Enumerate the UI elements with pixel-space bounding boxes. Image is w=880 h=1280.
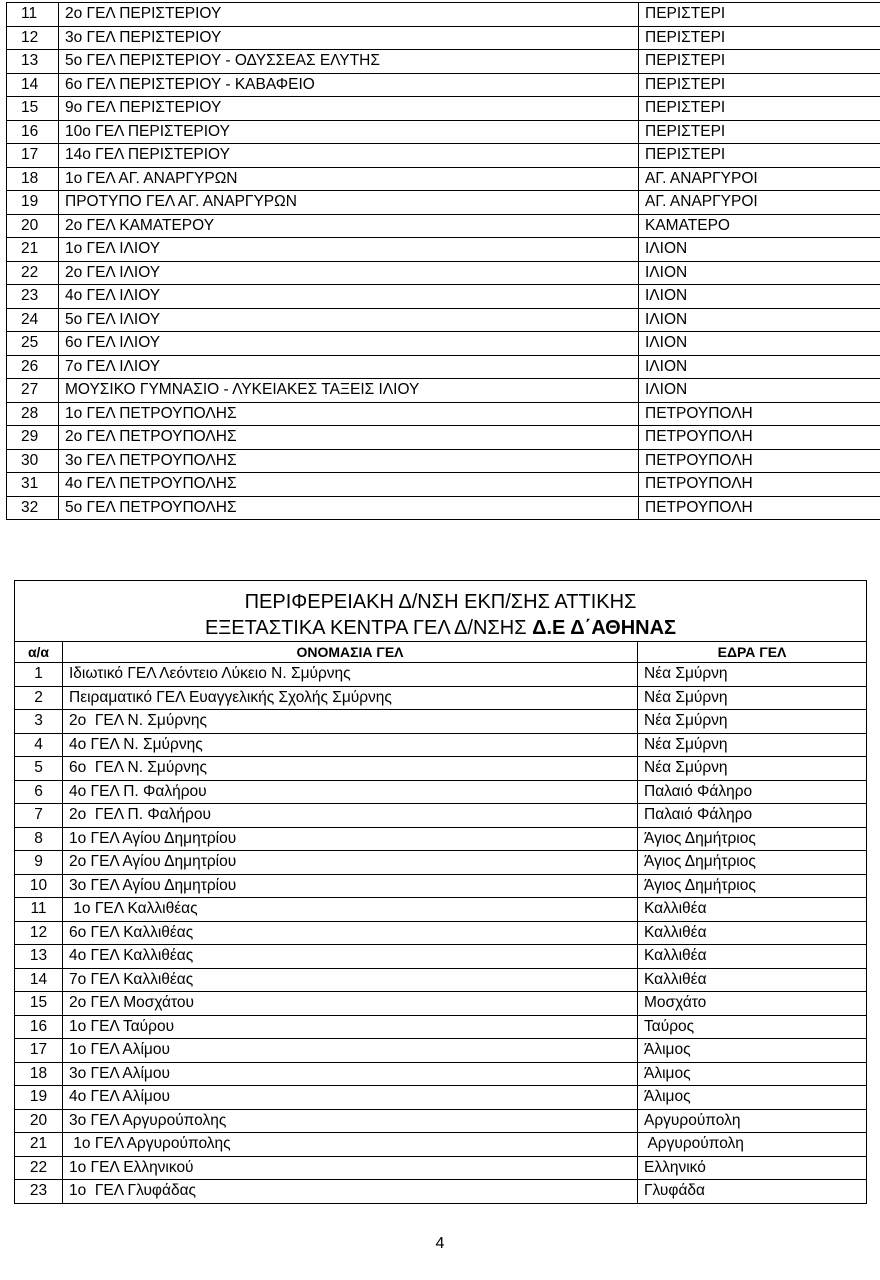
cell-name: 1ο ΓΕΛ Ταύρου xyxy=(63,1015,638,1039)
page-number: 4 xyxy=(435,1235,445,1252)
table-row xyxy=(7,214,880,238)
cell-num: 25 xyxy=(7,332,59,356)
table-row xyxy=(15,1039,867,1063)
table-row xyxy=(7,191,880,215)
cell-name: 10ο ΓΕΛ ΠΕΡΙΣΤΕΡΙΟΥ xyxy=(59,120,639,144)
table-row xyxy=(7,26,880,50)
cell-num: 11 xyxy=(15,898,63,922)
cell-location: ΠΕΤΡΟΥΠΟΛΗ xyxy=(639,426,880,450)
cell-num: 8 xyxy=(15,827,63,851)
title-line-2-prefix: ΕΞΕΤΑΣΤΙΚΑ ΚΕΝΤΡΑ ΓΕΛ Δ/ΝΣΗΣ xyxy=(204,617,533,639)
cell-name: 7ο ΓΕΛ Καλλιθέας xyxy=(63,968,638,992)
table-row xyxy=(15,1015,867,1039)
cell-name: Ιδιωτικό ΓΕΛ Λεόντειο Λύκειο Ν. Σμύρνης xyxy=(63,663,638,687)
cell-location: ΙΛΙΟΝ xyxy=(639,261,880,285)
cell-name: 1ο ΓΕΛ ΙΛΙΟΥ xyxy=(59,238,639,262)
cell-location: Νέα Σμύρνη xyxy=(638,686,867,710)
cell-num: 23 xyxy=(7,285,59,309)
top-schools-table xyxy=(6,2,880,520)
cell-name: 6ο ΓΕΛ ΠΕΡΙΣΤΕΡΙΟΥ - ΚΑΒΑΦΕΙΟ xyxy=(59,73,639,97)
table-row xyxy=(15,945,867,969)
cell-num: 13 xyxy=(15,945,63,969)
cell-location: Άγιος Δημήτριος xyxy=(638,827,867,851)
cell-name: ΠΡΟΤΥΠΟ ΓΕΛ ΑΓ. ΑΝΑΡΓΥΡΩΝ xyxy=(59,191,639,215)
header-name: ΟΝΟΜΑΣΙΑ ΓΕΛ xyxy=(63,642,638,663)
cell-num: 11 xyxy=(7,3,59,27)
cell-name: 2ο ΓΕΛ ΠΕΤΡΟΥΠΟΛΗΣ xyxy=(59,426,639,450)
cell-location: Άλιμος xyxy=(638,1086,867,1110)
cell-name: 2ο ΓΕΛ ΠΕΡΙΣΤΕΡΙΟΥ xyxy=(59,3,639,27)
cell-location: ΠΕΡΙΣΤΕΡΙ xyxy=(639,144,880,168)
table-row xyxy=(7,97,880,121)
cell-location: Μοσχάτο xyxy=(638,992,867,1016)
cell-num: 27 xyxy=(7,379,59,403)
table-row xyxy=(15,710,867,734)
cell-name: 2ο ΓΕΛ Π. Φαλήρου xyxy=(63,804,638,828)
cell-location: ΚΑΜΑΤΕΡΟ xyxy=(639,214,880,238)
cell-name: 14ο ΓΕΛ ΠΕΡΙΣΤΕΡΙΟΥ xyxy=(59,144,639,168)
cell-location: Άγιος Δημήτριος xyxy=(638,874,867,898)
cell-name: 4ο ΓΕΛ Καλλιθέας xyxy=(63,945,638,969)
cell-name: 1ο ΓΕΛ ΠΕΤΡΟΥΠΟΛΗΣ xyxy=(59,402,639,426)
header-num: α/α xyxy=(15,642,63,663)
cell-name: 1ο ΓΕΛ Αργυρούπολης xyxy=(63,1133,638,1157)
cell-location: Καλλιθέα xyxy=(638,921,867,945)
cell-num: 15 xyxy=(7,97,59,121)
header-row xyxy=(15,642,867,663)
cell-name: 1ο ΓΕΛ Γλυφάδας xyxy=(63,1180,638,1204)
table-row xyxy=(15,968,867,992)
cell-location: Καλλιθέα xyxy=(638,898,867,922)
cell-name: 5ο ΓΕΛ ΠΕΤΡΟΥΠΟΛΗΣ xyxy=(59,496,639,520)
cell-num: 6 xyxy=(15,780,63,804)
cell-name: 2ο ΓΕΛ ΚΑΜΑΤΕΡΟΥ xyxy=(59,214,639,238)
cell-name: 9ο ΓΕΛ ΠΕΡΙΣΤΕΡΙΟΥ xyxy=(59,97,639,121)
cell-location: Άλιμος xyxy=(638,1039,867,1063)
cell-name: 4ο ΓΕΛ ΠΕΤΡΟΥΠΟΛΗΣ xyxy=(59,473,639,497)
cell-num: 17 xyxy=(15,1039,63,1063)
cell-num: 16 xyxy=(15,1015,63,1039)
cell-num: 23 xyxy=(15,1180,63,1204)
cell-name: 1ο ΓΕΛ ΑΓ. ΑΝΑΡΓΥΡΩΝ xyxy=(59,167,639,191)
table-row xyxy=(15,780,867,804)
cell-num: 1 xyxy=(15,663,63,687)
cell-name: Πειραματικό ΓΕΛ Ευαγγελικής Σχολής Σμύρνης xyxy=(63,686,638,710)
table-row xyxy=(7,238,880,262)
cell-name: 2ο ΓΕΛ Μοσχάτου xyxy=(63,992,638,1016)
cell-location: ΙΛΙΟΝ xyxy=(639,379,880,403)
cell-num: 30 xyxy=(7,449,59,473)
cell-location: ΠΕΤΡΟΥΠΟΛΗ xyxy=(639,402,880,426)
cell-num: 18 xyxy=(7,167,59,191)
table-row xyxy=(15,757,867,781)
table-row xyxy=(7,308,880,332)
table-row xyxy=(15,1109,867,1133)
cell-location: Αργυρούπολη xyxy=(638,1109,867,1133)
cell-name: 4ο ΓΕΛ Ν. Σμύρνης xyxy=(63,733,638,757)
cell-location: Ελληνικό xyxy=(638,1156,867,1180)
cell-name: 4ο ΓΕΛ Π. Φαλήρου xyxy=(63,780,638,804)
cell-num: 32 xyxy=(7,496,59,520)
cell-location: ΠΕΤΡΟΥΠΟΛΗ xyxy=(639,449,880,473)
cell-location: Ταύρος xyxy=(638,1015,867,1039)
cell-location: ΠΕΡΙΣΤΕΡΙ xyxy=(639,3,880,27)
cell-name: 4ο ΓΕΛ ΙΛΙΟΥ xyxy=(59,285,639,309)
cell-location: Παλαιό Φάληρο xyxy=(638,804,867,828)
cell-location: Νέα Σμύρνη xyxy=(638,733,867,757)
top-table-body xyxy=(7,3,880,520)
table-row xyxy=(7,426,880,450)
cell-name: 1ο ΓΕΛ Αλίμου xyxy=(63,1039,638,1063)
cell-location: Παλαιό Φάληρο xyxy=(638,780,867,804)
cell-location: ΙΛΙΟΝ xyxy=(639,332,880,356)
table-row xyxy=(15,1133,867,1157)
cell-num: 31 xyxy=(7,473,59,497)
cell-location: ΑΓ. ΑΝΑΡΓΥΡΟΙ xyxy=(639,191,880,215)
cell-name: ΜΟΥΣΙΚΟ ΓΥΜΝΑΣΙΟ - ΛΥΚΕΙΑΚΕΣ ΤΑΞΕΙΣ ΙΛΙΟΥ xyxy=(59,379,639,403)
cell-location: Άλιμος xyxy=(638,1062,867,1086)
table-row xyxy=(7,402,880,426)
cell-location: ΙΛΙΟΝ xyxy=(639,285,880,309)
cell-location: Καλλιθέα xyxy=(638,945,867,969)
table-row xyxy=(7,449,880,473)
cell-location: Αργυρούπολη xyxy=(638,1133,867,1157)
cell-location: ΠΕΤΡΟΥΠΟΛΗ xyxy=(639,496,880,520)
table-row xyxy=(7,473,880,497)
table-row xyxy=(7,50,880,74)
cell-num: 10 xyxy=(15,874,63,898)
table-row xyxy=(7,120,880,144)
table-row xyxy=(7,3,880,27)
cell-num: 22 xyxy=(15,1156,63,1180)
cell-location: ΠΕΡΙΣΤΕΡΙ xyxy=(639,50,880,74)
table-row xyxy=(7,261,880,285)
table-row xyxy=(15,898,867,922)
cell-num: 7 xyxy=(15,804,63,828)
cell-name: 3ο ΓΕΛ ΠΕΤΡΟΥΠΟΛΗΣ xyxy=(59,449,639,473)
cell-location: Καλλιθέα xyxy=(638,968,867,992)
cell-location: ΙΛΙΟΝ xyxy=(639,308,880,332)
table-row xyxy=(15,874,867,898)
cell-location: Νέα Σμύρνη xyxy=(638,710,867,734)
table-row xyxy=(15,804,867,828)
cell-num: 21 xyxy=(7,238,59,262)
cell-location: ΙΛΙΟΝ xyxy=(639,355,880,379)
cell-num: 12 xyxy=(7,26,59,50)
cell-location: Νέα Σμύρνη xyxy=(638,663,867,687)
table-row xyxy=(7,167,880,191)
cell-name: 6ο ΓΕΛ ΙΛΙΟΥ xyxy=(59,332,639,356)
table-row xyxy=(15,1062,867,1086)
cell-location: ΠΕΡΙΣΤΕΡΙ xyxy=(639,97,880,121)
table-row xyxy=(7,355,880,379)
cell-name: 2ο ΓΕΛ Αγίου Δημητρίου xyxy=(63,851,638,875)
cell-location: Άγιος Δημήτριος xyxy=(638,851,867,875)
cell-name: 6ο ΓΕΛ Ν. Σμύρνης xyxy=(63,757,638,781)
table-row xyxy=(15,827,867,851)
cell-location: ΠΕΡΙΣΤΕΡΙ xyxy=(639,26,880,50)
cell-num: 21 xyxy=(15,1133,63,1157)
cell-name: 5ο ΓΕΛ ΠΕΡΙΣΤΕΡΙΟΥ - ΟΔΥΣΣΕΑΣ ΕΛΥΤΗΣ xyxy=(59,50,639,74)
cell-num: 19 xyxy=(15,1086,63,1110)
cell-name: 1ο ΓΕΛ Αγίου Δημητρίου xyxy=(63,827,638,851)
cell-num: 14 xyxy=(7,73,59,97)
table-title xyxy=(15,581,867,642)
table-row xyxy=(15,1180,867,1204)
cell-num: 20 xyxy=(15,1109,63,1133)
cell-num: 22 xyxy=(7,261,59,285)
cell-num: 12 xyxy=(15,921,63,945)
title-line-2-bold: Δ.Ε Δ΄ΑΘΗΝΑΣ xyxy=(532,617,677,639)
cell-name: 3ο ΓΕΛ ΠΕΡΙΣΤΕΡΙΟΥ xyxy=(59,26,639,50)
cell-location: ΠΕΡΙΣΤΕΡΙ xyxy=(639,73,880,97)
table-row xyxy=(7,73,880,97)
table-row xyxy=(7,144,880,168)
cell-num: 20 xyxy=(7,214,59,238)
cell-name: 3ο ΓΕΛ Αργυρούπολης xyxy=(63,1109,638,1133)
cell-location: ΑΓ. ΑΝΑΡΓΥΡΟΙ xyxy=(639,167,880,191)
cell-num: 15 xyxy=(15,992,63,1016)
cell-num: 5 xyxy=(15,757,63,781)
table-row xyxy=(7,496,880,520)
cell-num: 28 xyxy=(7,402,59,426)
cell-name: 2ο ΓΕΛ Ν. Σμύρνης xyxy=(63,710,638,734)
cell-name: 4ο ΓΕΛ Αλίμου xyxy=(63,1086,638,1110)
cell-num: 3 xyxy=(15,710,63,734)
cell-num: 26 xyxy=(7,355,59,379)
cell-num: 29 xyxy=(7,426,59,450)
cell-num: 17 xyxy=(7,144,59,168)
cell-location: Νέα Σμύρνη xyxy=(638,757,867,781)
cell-num: 14 xyxy=(15,968,63,992)
table-row xyxy=(15,1086,867,1110)
title-line-2 xyxy=(15,615,866,641)
cell-num: 4 xyxy=(15,733,63,757)
title-row xyxy=(15,581,867,642)
cell-num: 2 xyxy=(15,686,63,710)
cell-location: ΠΕΡΙΣΤΕΡΙ xyxy=(639,120,880,144)
cell-name: 6ο ΓΕΛ Καλλιθέας xyxy=(63,921,638,945)
cell-num: 16 xyxy=(7,120,59,144)
cell-num: 24 xyxy=(7,308,59,332)
header-location: ΕΔΡΑ ΓΕΛ xyxy=(638,642,867,663)
table-row xyxy=(15,921,867,945)
cell-name: 7ο ΓΕΛ ΙΛΙΟΥ xyxy=(59,355,639,379)
table-row xyxy=(15,733,867,757)
table-row xyxy=(15,992,867,1016)
cell-num: 19 xyxy=(7,191,59,215)
bottom-table-body xyxy=(15,663,867,1204)
cell-location: Γλυφάδα xyxy=(638,1180,867,1204)
cell-name: 5ο ΓΕΛ ΙΛΙΟΥ xyxy=(59,308,639,332)
table-row xyxy=(15,1156,867,1180)
cell-name: 1ο ΓΕΛ Ελληνικού xyxy=(63,1156,638,1180)
bottom-schools-table xyxy=(14,580,867,1204)
table-row xyxy=(15,686,867,710)
cell-location: ΠΕΤΡΟΥΠΟΛΗ xyxy=(639,473,880,497)
cell-name: 3ο ΓΕΛ Αγίου Δημητρίου xyxy=(63,874,638,898)
cell-num: 13 xyxy=(7,50,59,74)
cell-name: 3ο ΓΕΛ Αλίμου xyxy=(63,1062,638,1086)
table-row xyxy=(7,379,880,403)
table-row xyxy=(7,332,880,356)
table-row xyxy=(15,663,867,687)
cell-location: ΙΛΙΟΝ xyxy=(639,238,880,262)
cell-num: 18 xyxy=(15,1062,63,1086)
table-row xyxy=(15,851,867,875)
cell-num: 9 xyxy=(15,851,63,875)
table-row xyxy=(7,285,880,309)
title-line-1: ΠΕΡΙΦΕΡΕΙΑΚΗ Δ/ΝΣΗ ΕΚΠ/ΣΗΣ ΑΤΤΙΚΗΣ xyxy=(244,591,637,613)
cell-name: 1ο ΓΕΛ Καλλιθέας xyxy=(63,898,638,922)
cell-name: 2ο ΓΕΛ ΙΛΙΟΥ xyxy=(59,261,639,285)
